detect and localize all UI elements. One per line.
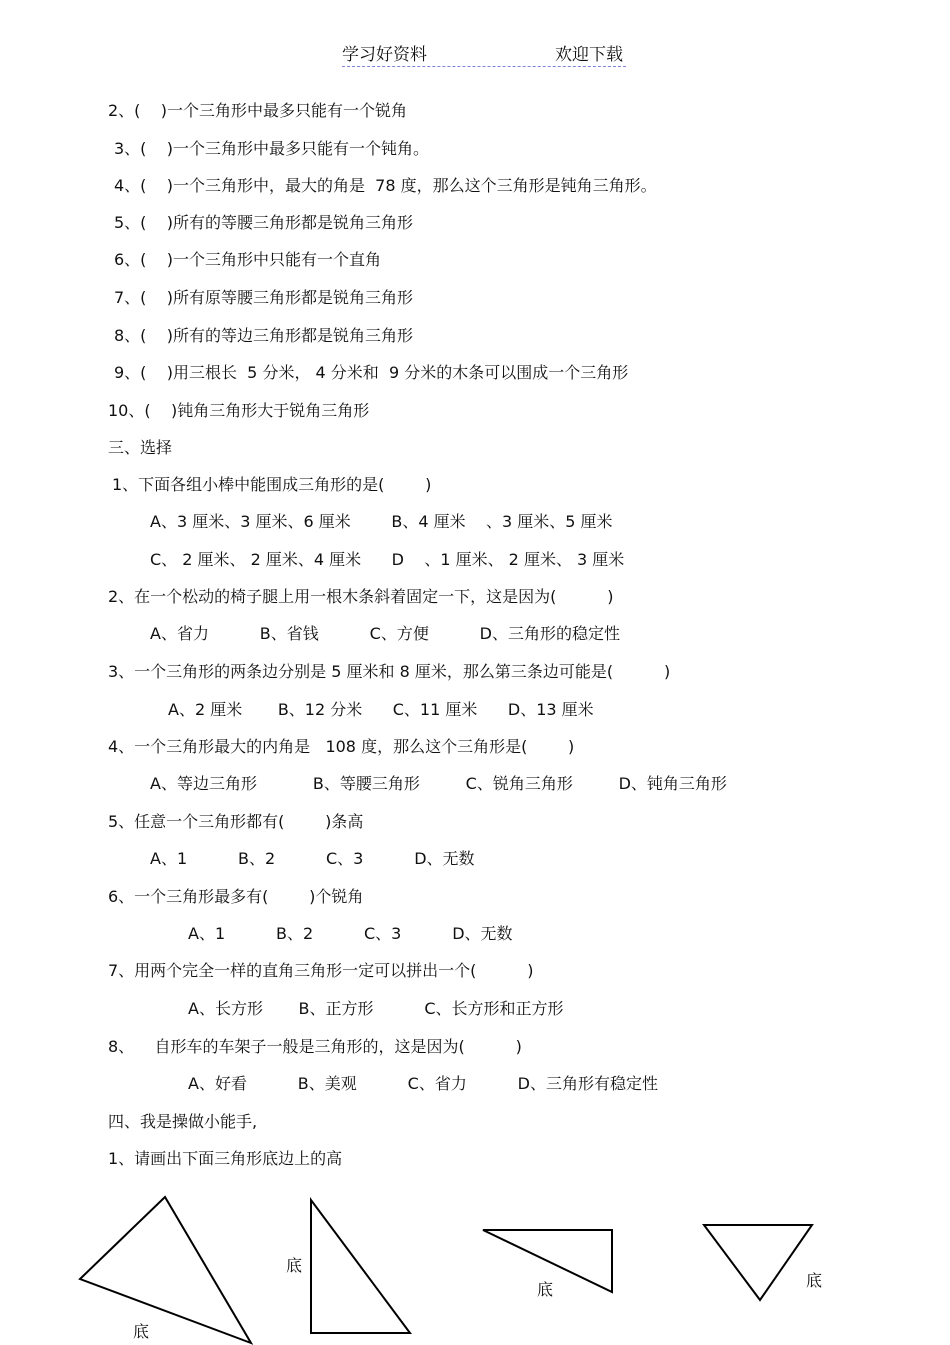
choice-options-2: A、省力 B、省钱 C、方便 D、三角形的稳定性 (150, 624, 620, 643)
triangle-4-base-label: 底 (806, 1271, 823, 1290)
judge-item-2: 2、( )一个三角形中最多只能有一个锐角 (108, 101, 408, 120)
choice-options-8: A、好看 B、美观 C、省力 D、三角形有稳定性 (188, 1074, 658, 1093)
judge-item-5: 5、( )所有的等腰三角形都是锐角三角形 (114, 213, 414, 232)
choice-question-3: 3、一个三角形的两条边分别是 5 厘米和 8 厘米，那么第三条边可能是( ) (108, 662, 671, 681)
judge-item-3: 3、( )一个三角形中最多只能有一个钝角。 (114, 139, 430, 158)
choice-options-4: A、等边三角形 B、等腰三角形 C、锐角三角形 D、钝角三角形 (150, 774, 727, 793)
choice-options-1b: C、 2 厘米、 2 厘米、4 厘米 D 、1 厘米、 2 厘米、 3 厘米 (150, 550, 625, 569)
choice-options-5: A、1 B、2 C、3 D、无数 (150, 849, 475, 868)
choice-options-7: A、长方形 B、正方形 C、长方形和正方形 (188, 999, 564, 1018)
triangle-2-base-label: 底 (286, 1256, 303, 1275)
triangle-3-base-label: 底 (537, 1280, 554, 1299)
header-left-text: 学习好资料 (342, 45, 427, 65)
choice-question-2: 2、在一个松动的椅子腿上用一根木条斜着固定一下，这是因为( ) (108, 587, 614, 606)
choice-question-7: 7、用两个完全一样的直角三角形一定可以拼出一个( ) (108, 961, 534, 980)
choice-question-6: 6、一个三角形最多有( )个锐角 (108, 887, 364, 906)
section-heading-choice: 三、选择 (108, 438, 173, 457)
choice-question-1: 1、下面各组小棒中能围成三角形的是( ) (112, 475, 432, 494)
triangle-4 (704, 1225, 812, 1300)
header-right-text: 欢迎下载 (555, 45, 623, 65)
judge-item-6: 6、( )一个三角形中只能有一个直角 (114, 250, 382, 269)
choice-question-4: 4、一个三角形最大的内角是 108 度，那么这个三角形是( ) (108, 737, 575, 756)
section-heading-practice: 四、我是操做小能手, (108, 1112, 258, 1131)
judge-item-7: 7、( )所有原等腰三角形都是锐角三角形 (114, 288, 414, 307)
choice-options-1a: A、3 厘米、3 厘米、6 厘米 B、4 厘米 、3 厘米、5 厘米 (150, 512, 613, 531)
judge-item-9: 9、( )用三根长 5 分米， 4 分米和 9 分米的木条可以围成一个三角形 (114, 363, 629, 382)
judge-item-10: 10、( )钝角三角形大于锐角三角形 (108, 401, 370, 420)
triangle-2 (311, 1200, 410, 1333)
choice-question-5: 5、任意一个三角形都有( )条高 (108, 812, 364, 831)
triangle-1 (80, 1197, 251, 1343)
choice-options-3: A、2 厘米 B、12 分米 C、11 厘米 D、13 厘米 (168, 700, 594, 719)
choice-question-8: 8、 自形车的车架子一般是三角形的，这是因为( ) (108, 1037, 522, 1056)
choice-options-6: A、1 B、2 C、3 D、无数 (188, 924, 513, 943)
judge-item-8: 8、( )所有的等边三角形都是锐角三角形 (114, 326, 414, 345)
judge-item-4: 4、( )一个三角形中，最大的角是 78 度，那么这个三角形是钝角三角形。 (114, 176, 657, 195)
triangle-1-base-label: 底 (133, 1322, 150, 1341)
practice-question-1: 1、请画出下面三角形底边上的高 (108, 1149, 343, 1168)
